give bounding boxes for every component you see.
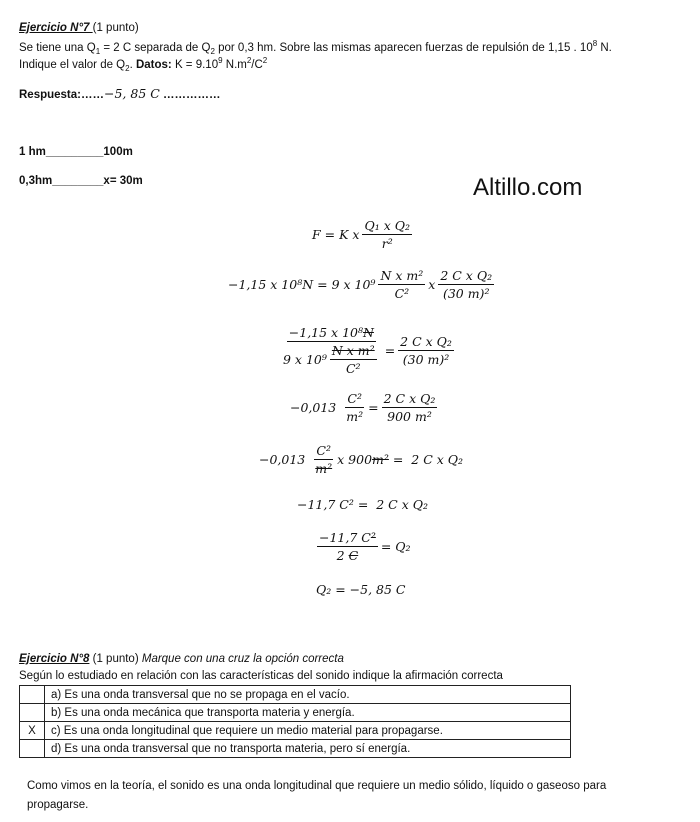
fraction [438, 268, 494, 301]
conv-blank: ________ [52, 175, 104, 187]
exercise-7-points: (1 punto) [92, 22, 139, 34]
eq-text: x [428, 277, 436, 292]
option-row[interactable] [20, 704, 571, 722]
frac-num: Q₁ x Q₂ [364, 218, 410, 233]
fraction [378, 268, 425, 301]
eq-text: = [384, 343, 396, 358]
frac-den: C² [394, 286, 410, 301]
frac-num [317, 530, 378, 547]
options-table [19, 685, 571, 758]
answer-label: Respuesta:…… [19, 89, 104, 101]
exercise-7-title: Ejercicio N°7 [19, 22, 93, 34]
option-mark-cell[interactable] [20, 740, 45, 758]
eq-cancel: ² [370, 530, 376, 545]
frac-num [287, 325, 376, 342]
exercise-8-heading [19, 653, 344, 665]
answer-dots: …………… [159, 89, 221, 101]
eq-text: −11,7 C [319, 530, 371, 545]
fraction [330, 343, 377, 376]
stmt-sub: 1 [95, 47, 101, 57]
option-mark-cell[interactable]: X [20, 722, 45, 740]
eq-text: 2 [336, 548, 349, 563]
frac-num: 2 C x Q₂ [383, 391, 436, 406]
answer-line [19, 86, 221, 101]
fraction [281, 325, 382, 376]
watermark-brand: Altillo.com [473, 174, 583, 201]
equation-8 [316, 582, 406, 597]
eq-text: −1,15 x 10⁸ [288, 325, 363, 340]
option-row[interactable] [20, 722, 571, 740]
conv-text: 100m [103, 146, 133, 158]
option-text: b) Es una onda mecánica que transporta materia y energía. [45, 704, 571, 722]
answer-value: −5, 85 C [104, 86, 160, 101]
datos-sup: 2 [262, 56, 268, 65]
equation-2 [228, 268, 497, 301]
equation-3 [278, 325, 457, 376]
frac-den: C² [345, 361, 361, 376]
eq-text: F = K x [312, 227, 360, 242]
eq-cancel: m² [372, 452, 389, 467]
datos-text: K = 9.10 [171, 58, 219, 71]
frac-num: 2 C x Q₂ [440, 268, 493, 283]
exercise-7-statement-line-2 [19, 56, 267, 73]
conv-text: x= 30m [103, 175, 143, 187]
exercise-7-statement-line-1 [19, 39, 612, 56]
equation-1 [312, 218, 415, 251]
eq-cancel: N [362, 325, 374, 340]
stmt-sub: 2 [125, 64, 130, 74]
stmt-text: = 2 C separada de Q [100, 41, 211, 54]
eq-text: −0,013 [259, 452, 306, 467]
equation-7 [314, 530, 411, 563]
option-text: c) Es una onda longitudinal que requiere un medio material para propagarse. [45, 722, 571, 740]
eq-text: Q₂ = −5, 85 C [316, 582, 406, 597]
datos-text: N.m [222, 58, 247, 71]
conv-text: 1 hm [19, 146, 46, 158]
conv-text: 0,3hm [19, 175, 53, 187]
frac-num: C² [316, 443, 331, 458]
explanation-line-2: propagarse. [27, 799, 89, 811]
frac-num: 2 C x Q₂ [400, 334, 452, 349]
eq-text: −11,7 C² = 2 C x Q₂ [297, 497, 428, 512]
stmt-text: Indique el valor de Q [19, 58, 126, 71]
eq-text: −0,013 [290, 400, 337, 415]
exercise-8-instruction: Marque con una cruz la opción correcta [141, 653, 344, 665]
frac-den: m² [315, 461, 333, 476]
frac-den [335, 547, 361, 563]
frac-den [281, 342, 382, 376]
eq-text: 9 x 10⁹ [283, 352, 327, 367]
conv-blank: _________ [45, 146, 104, 158]
datos-sup: 2 [246, 56, 252, 65]
frac-num [330, 343, 377, 360]
fraction [317, 530, 378, 563]
stmt-sub: 2 [210, 47, 215, 57]
exercise-8-statement: Según lo estudiado en relación con las características del sonido indique la afirmación correcta [19, 670, 503, 682]
option-text: d) Es una onda transversal que no transporta materia, pero sí energía. [45, 740, 571, 758]
eq-text: = Q₂ [380, 539, 411, 554]
fraction [382, 391, 438, 424]
datos-sup: 9 [218, 56, 223, 65]
exercise-7-heading [19, 22, 139, 34]
frac-den: (30 m)² [402, 352, 450, 367]
equation-5 [259, 443, 463, 476]
fraction [362, 218, 412, 251]
stmt-text: . [129, 58, 136, 71]
frac-den: 900 m² [387, 409, 432, 424]
frac-den: m² [346, 409, 364, 424]
conversion-line-2 [19, 175, 143, 187]
stmt-sup: 8 [592, 39, 598, 48]
frac-num: N x m² [380, 268, 424, 283]
eq-cancel: N x m² [331, 343, 375, 358]
option-mark-cell[interactable] [20, 686, 45, 704]
equation-6 [297, 497, 428, 512]
datos-text: /C [251, 58, 263, 71]
conversion-line-1 [19, 146, 133, 158]
eq-text: = [368, 400, 379, 415]
option-text: a) Es una onda transversal que no se propaga en el vacío. [45, 686, 571, 704]
fraction [398, 334, 454, 367]
datos-label: Datos: [135, 58, 172, 71]
eq-cancel: C [348, 548, 359, 563]
eq-text: −1,15 x 10⁸N = 9 x 10⁹ [228, 277, 376, 292]
exercise-8-points: (1 punto) [89, 653, 142, 665]
fraction [344, 391, 365, 424]
eq-text: x 900 [337, 452, 373, 467]
option-mark-cell[interactable] [20, 704, 45, 722]
stmt-text: por 0,3 hm. Sobre las mismas aparecen fuerzas de repulsión de 1,15 . 10 [214, 41, 593, 54]
stmt-text: N. [597, 41, 612, 54]
frac-den: (30 m)² [442, 286, 490, 301]
stmt-text: Se tiene una Q [19, 41, 96, 54]
option-row[interactable] [20, 740, 571, 758]
fraction [313, 443, 334, 476]
exercise-8-title: Ejercicio N°8 [19, 653, 90, 665]
equation-4 [290, 391, 440, 424]
frac-den: r² [381, 236, 393, 251]
option-row[interactable] [20, 686, 571, 704]
eq-text: = 2 C x Q₂ [388, 452, 464, 467]
explanation-line-1: Como vimos en la teoría, el sonido es una onda longitudinal que requiere un medio sólido, líquido o gaseoso para [27, 780, 607, 792]
frac-num: C² [347, 391, 362, 406]
